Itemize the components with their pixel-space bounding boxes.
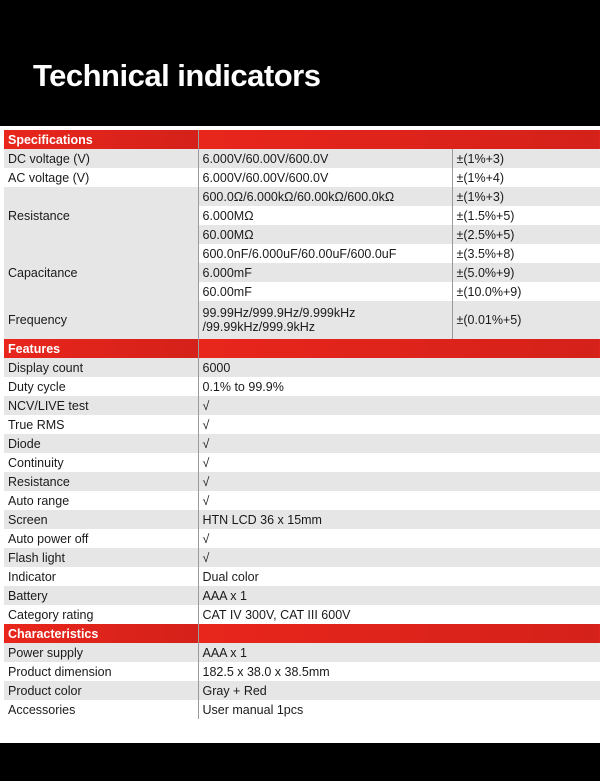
row-value: √ [198, 529, 600, 548]
row-value: √ [198, 548, 600, 567]
table-row [4, 168, 600, 187]
row-range: 6.000V/60.00V/600.0V [198, 149, 452, 168]
section-header-specifications [4, 130, 600, 149]
row-label: Display count [4, 358, 198, 377]
row-accuracy: ±(5.0%+9) [452, 263, 600, 282]
table-row [4, 586, 600, 605]
row-label: NCV/LIVE test [4, 396, 198, 415]
row-value: CAT IV 300V, CAT III 600V [198, 605, 600, 624]
row-value: Gray + Red [198, 681, 600, 700]
table-row [4, 434, 600, 453]
row-label: Duty cycle [4, 377, 198, 396]
row-range: 600.0Ω/6.000kΩ/60.00kΩ/600.0kΩ [198, 187, 452, 206]
table-row [4, 548, 600, 567]
row-label: Auto power off [4, 529, 198, 548]
table-row [4, 662, 600, 681]
table-row [4, 377, 600, 396]
row-accuracy: ±(0.01%+5) [452, 301, 600, 339]
table-row [4, 301, 600, 339]
range-line-1: 99.99Hz/999.9Hz/9.999kHz [202, 306, 356, 320]
table-row [4, 643, 600, 662]
row-range: 6.000MΩ [198, 206, 452, 225]
row-label: Continuity [4, 453, 198, 472]
section-title: Characteristics [4, 624, 198, 643]
row-label: Product color [4, 681, 198, 700]
row-value: √ [198, 434, 600, 453]
row-label: Accessories [4, 700, 198, 719]
row-label: Screen [4, 510, 198, 529]
row-accuracy: ±(10.0%+9) [452, 282, 600, 301]
row-accuracy: ±(3.5%+8) [452, 244, 600, 263]
section-title: Specifications [4, 130, 198, 149]
table-row [4, 453, 600, 472]
row-value: √ [198, 415, 600, 434]
row-range: 6.000mF [198, 263, 452, 282]
row-range: 60.00mF [198, 282, 452, 301]
table-row [4, 244, 600, 263]
table-row [4, 358, 600, 377]
section-header-features [4, 339, 600, 358]
row-accuracy: ±(1%+3) [452, 187, 600, 206]
table-row [4, 187, 600, 206]
row-value: User manual 1pcs [198, 700, 600, 719]
row-label: Resistance [4, 472, 198, 491]
row-label: Battery [4, 586, 198, 605]
row-label: Diode [4, 434, 198, 453]
row-value: 0.1% to 99.9% [198, 377, 600, 396]
row-range: 6.000V/60.00V/600.0V [198, 168, 452, 187]
row-value: AAA x 1 [198, 643, 600, 662]
row-label: Product dimension [4, 662, 198, 681]
row-value: Dual color [198, 567, 600, 586]
table-row [4, 567, 600, 586]
row-label: DC voltage (V) [4, 149, 198, 168]
row-value: HTN LCD 36 x 15mm [198, 510, 600, 529]
section-header-characteristics [4, 624, 600, 643]
table-row [4, 149, 600, 168]
spec-table [4, 130, 600, 719]
row-value: 6000 [198, 358, 600, 377]
row-label: Power supply [4, 643, 198, 662]
row-value: 182.5 x 38.0 x 38.5mm [198, 662, 600, 681]
row-label: True RMS [4, 415, 198, 434]
table-row [4, 681, 600, 700]
table-row [4, 491, 600, 510]
table-row [4, 472, 600, 491]
row-accuracy: ±(1%+3) [452, 149, 600, 168]
row-range [198, 301, 452, 339]
row-label: Flash light [4, 548, 198, 567]
row-value: √ [198, 453, 600, 472]
table-row [4, 415, 600, 434]
table-row [4, 605, 600, 624]
page-title: Technical indicators [33, 58, 321, 93]
row-label: AC voltage (V) [4, 168, 198, 187]
range-line-2: /99.99kHz/999.9kHz [202, 320, 316, 334]
row-label: Indicator [4, 567, 198, 586]
row-label: Category rating [4, 605, 198, 624]
row-label: Auto range [4, 491, 198, 510]
row-value: √ [198, 491, 600, 510]
row-accuracy: ±(1%+4) [452, 168, 600, 187]
table-row [4, 510, 600, 529]
row-value: AAA x 1 [198, 586, 600, 605]
row-label: Resistance [4, 187, 198, 244]
row-range: 60.00MΩ [198, 225, 452, 244]
row-accuracy: ±(2.5%+5) [452, 225, 600, 244]
row-range: 600.0nF/6.000uF/60.00uF/600.0uF [198, 244, 452, 263]
table-row [4, 529, 600, 548]
row-value: √ [198, 396, 600, 415]
row-label: Frequency [4, 301, 198, 339]
table-row [4, 396, 600, 415]
row-value: √ [198, 472, 600, 491]
table-row [4, 700, 600, 719]
section-title: Features [4, 339, 198, 358]
row-label: Capacitance [4, 244, 198, 301]
row-accuracy: ±(1.5%+5) [452, 206, 600, 225]
